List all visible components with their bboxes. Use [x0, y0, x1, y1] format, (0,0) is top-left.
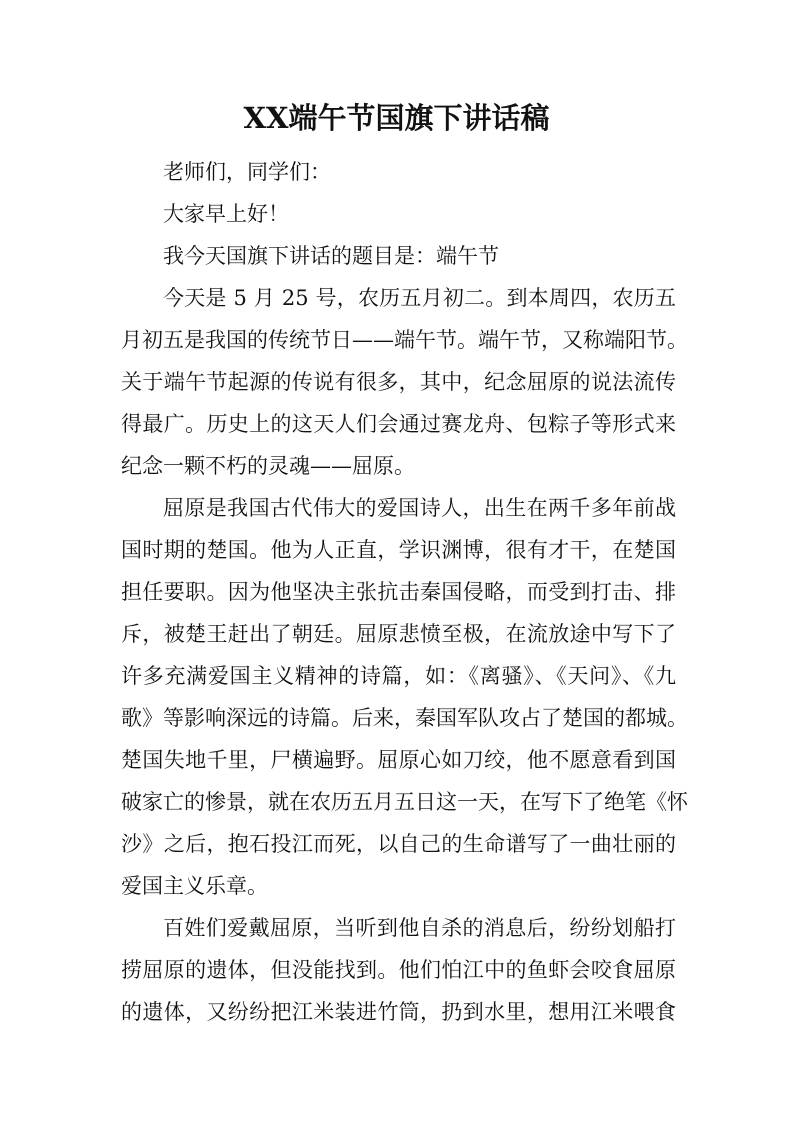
text-line: 歌》等影响深远的诗篇。后来，秦国军队攻占了楚国的都城。 [121, 706, 688, 730]
text-line: 担任要职。因为他坚决主张抗击秦国侵略，而受到打击、排 [121, 580, 676, 604]
text-line: 破家亡的惨景，就在农历五月五日这一天，在写下了绝笔《怀 [121, 790, 688, 814]
text-line: 老师们，同学们： [163, 160, 331, 184]
paragraph [121, 193, 676, 235]
document-title: XX端午节国旗下讲话稿 [243, 101, 550, 135]
paragraph [121, 151, 676, 193]
text-line: 关于端午节起源的传说有很多，其中，纪念屈原的说法流传 [121, 370, 676, 394]
text-line: 斥，被楚王赶出了朝廷。屈原悲愤至极，在流放途中写下了 [121, 622, 676, 646]
text-line: 月初五是我国的传统节日——端午节。端午节，又称端阳节。 [121, 328, 688, 352]
text-line: 纪念一颗不朽的灵魂——屈原。 [121, 454, 415, 478]
text-line: 屈原是我国古代伟大的爱国诗人，出生在两千多年前战 [163, 496, 676, 520]
text-line: 得最广。历史上的这天人们会通过赛龙舟、包粽子等形式来 [121, 412, 676, 436]
text-line: 沙》之后，抱石投江而死，以自己的生命谱写了一曲壮丽的 [121, 832, 676, 856]
paragraph [121, 277, 688, 487]
text-line: 楚国失地千里，尸横遍野。屈原心如刀绞，他不愿意看到国 [121, 748, 676, 772]
text-line: 的遗体，又纷纷把江米装进竹筒，扔到水里，想用江米喂食 [121, 1000, 676, 1024]
paragraph [121, 907, 676, 1033]
text-line: 百姓们爱戴屈原，当听到他自杀的消息后，纷纷划船打 [163, 916, 676, 940]
text-line: 许多充满爱国主义精神的诗篇，如：《离骚》、《天问》、《九 [121, 664, 676, 688]
text-line: 爱国主义乐章。 [121, 874, 268, 898]
text-line: 今天是 5 月 25 号，农历五月初二。到本周四，农历五 [163, 286, 676, 310]
text-line: 国时期的楚国。他为人正直，学识渊博，很有才干，在楚国 [121, 538, 676, 562]
text-line: 我今天国旗下讲话的题目是：端午节 [163, 244, 499, 268]
paragraph [121, 487, 688, 907]
text-line: 大家早上好！ [163, 202, 289, 226]
document-body [121, 151, 688, 1033]
text-line: 捞屈原的遗体，但没能找到。他们怕江中的鱼虾会咬食屈原 [121, 958, 676, 982]
paragraph [121, 235, 676, 277]
